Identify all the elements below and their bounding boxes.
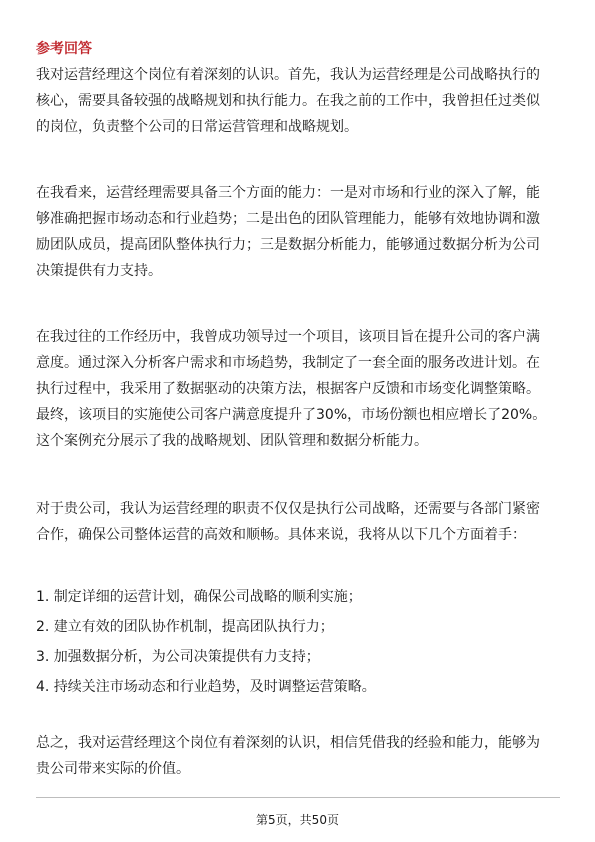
text-line: 在我看来，运营经理需要具备三个方面的能力：一是对市场和行业的深入了解，能 bbox=[36, 185, 540, 201]
list-item: 2. 建立有效的团队协作机制，提高团队执行力； bbox=[36, 619, 334, 635]
paragraph-intro bbox=[36, 62, 560, 140]
text-line: 核心，需要具备较强的战略规划和执行能力。在我之前的工作中，我曾担任过类似 bbox=[36, 93, 540, 109]
paragraph-experience bbox=[36, 324, 560, 454]
list-item: 3. 加强数据分析，为公司决策提供有力支持； bbox=[36, 649, 320, 665]
text-line: 在我过往的工作经历中，我曾成功领导过一个项目，该项目旨在提升公司的客户满 bbox=[36, 329, 540, 345]
paragraph-plan bbox=[36, 496, 560, 548]
text-line: 决策提供有力支持。 bbox=[36, 263, 162, 279]
text-line: 执行过程中，我采用了数据驱动的决策方法，根据客户反馈和市场变化调整策略。 bbox=[36, 381, 540, 397]
text-line: 这个案例充分展示了我的战略规划、团队管理和数据分析能力。 bbox=[36, 433, 428, 449]
page-number: 第5页，共50页 bbox=[256, 813, 339, 827]
paragraph-conclusion bbox=[36, 730, 560, 782]
text-line: 我对运营经理这个岗位有着深刻的认识。首先，我认为运营经理是公司战略执行的 bbox=[36, 67, 540, 83]
list-item: 4. 持续关注市场动态和行业趋势，及时调整运营策略。 bbox=[36, 679, 376, 695]
text-line: 最终，该项目的实施使公司客户满意度提升了30%，市场份额也相应增长了20%。 bbox=[36, 407, 547, 423]
text-line: 总之，我对运营经理这个岗位有着深刻的认识，相信凭借我的经验和能力，能够为 bbox=[36, 735, 540, 751]
text-line: 对于贵公司，我认为运营经理的职责不仅仅是执行公司战略，还需要与各部门紧密 bbox=[36, 501, 540, 517]
paragraph-abilities bbox=[36, 180, 560, 284]
text-line: 贵公司带来实际的价值。 bbox=[36, 761, 190, 777]
list-item: 1. 制定详细的运营计划，确保公司战略的顺利实施； bbox=[36, 589, 362, 605]
answer-heading: 参考回答 bbox=[36, 41, 92, 57]
text-line: 够准确把握市场动态和行业趋势；二是出色的团队管理能力，能够有效地协调和激 bbox=[36, 211, 540, 227]
text-line: 的岗位，负责整个公司的日常运营管理和战略规划。 bbox=[36, 119, 358, 135]
numbered-list bbox=[36, 582, 560, 702]
footer-divider bbox=[36, 797, 560, 798]
text-line: 意度。通过深入分析客户需求和市场趋势，我制定了一套全面的服务改进计划。在 bbox=[36, 355, 540, 371]
text-line: 合作，确保公司整体运营的高效和顺畅。具体来说，我将从以下几个方面着手： bbox=[36, 527, 526, 543]
text-line: 励团队成员，提高团队整体执行力；三是数据分析能力，能够通过数据分析为公司 bbox=[36, 237, 540, 253]
